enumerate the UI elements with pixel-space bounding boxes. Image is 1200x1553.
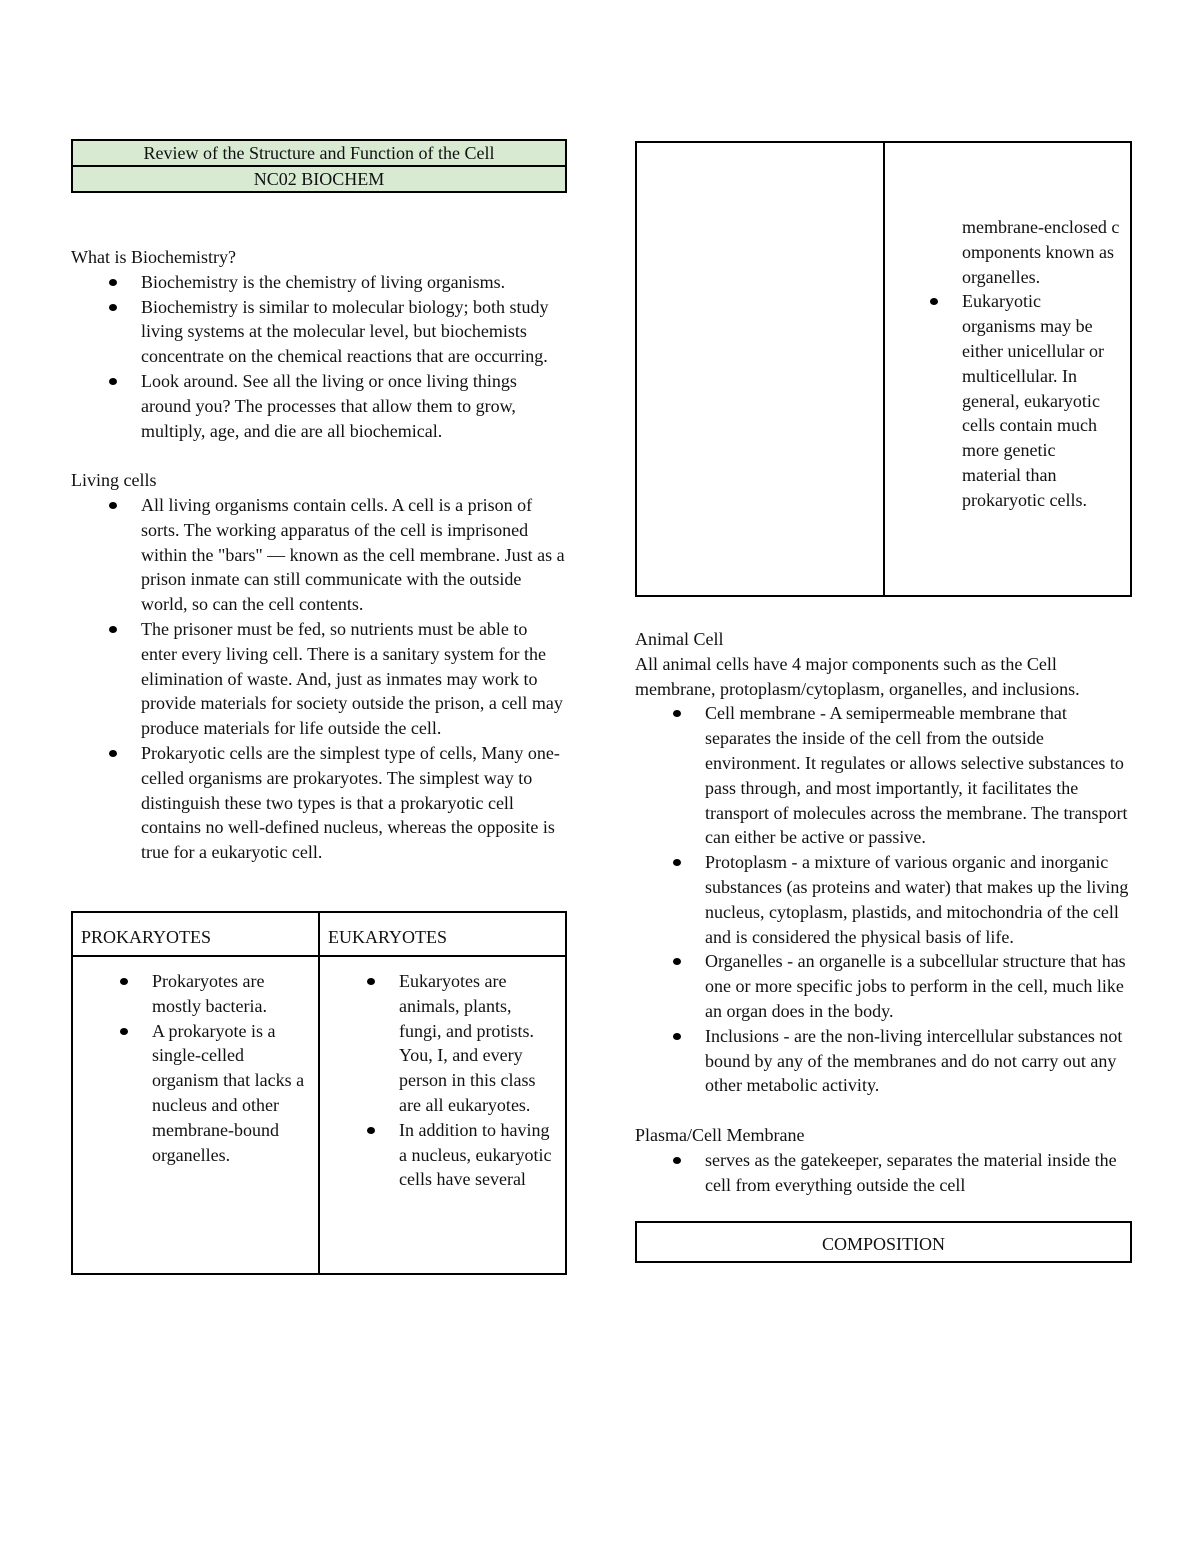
section-heading-animal-cell: Animal Cell	[635, 629, 724, 649]
biochemistry-list	[71, 270, 567, 444]
list-item: Cell membrane - A semipermeable membrane that separates the inside of the cell from the outside environment. It regulates or allows selective substances to pass through, and most importantly, it facilitates the transport of molecules across the membrane. The transport can either be active or passive.	[705, 701, 1132, 850]
eukaryotes-continued-list	[885, 289, 1122, 512]
eukaryotes-header: EUKARYOTES	[319, 912, 566, 956]
page-title: Review of the Structure and Function of the Cell	[143, 143, 495, 163]
list-item: serves as the gatekeeper, separates the material inside the cell from everything outside the cell	[705, 1148, 1132, 1198]
composition-box: COMPOSITION	[635, 1221, 1132, 1263]
list-item: Prokaryotes are mostly bacteria.	[152, 969, 310, 1019]
eukaryotes-cell	[319, 956, 566, 1274]
eukaryotes-list	[320, 969, 565, 1192]
list-item: In addition to having a nucleus, eukaryotic cells have several	[399, 1118, 557, 1192]
list-item: Look around. See all the living or once living things around you? The processes that allow them to grow, multiply, age, and die are all biochemical.	[141, 369, 567, 443]
list-item: Organelles - an organelle is a subcellular structure that has one or more specific jobs to perform in the cell, much like an organ does in the body.	[705, 949, 1132, 1023]
animal-cell-list	[635, 701, 1132, 1098]
eukaryotes-continued-text: membrane-enclosed components known as organelles.	[962, 217, 1120, 287]
course-code: NC02 BIOCHEM	[73, 165, 565, 191]
animal-cell-intro: All animal cells have 4 major components such as the Cell membrane, protoplasm/cytoplasm, organelles, and inclusions.	[635, 653, 1080, 699]
section-heading-plasma-membrane: Plasma/Cell Membrane	[635, 1124, 805, 1145]
prokaryotes-cell-continued	[636, 142, 884, 596]
list-item: All living organisms contain cells. A cell is a prison of sorts. The working apparatus of the cell is imprisoned within the "bars" — known as the cell membrane. Just as a prison inmate can still communicate with the outside world, so can the cell contents.	[141, 493, 567, 617]
section-heading-biochemistry: What is Biochemistry?	[71, 247, 236, 267]
comparison-table-continued	[635, 141, 1132, 597]
list-item: Eukaryotes are animals, plants, fungi, and protists. You, I, and every person in this class are all eukaryotes.	[399, 969, 557, 1118]
living-cells-list	[71, 493, 567, 865]
section-heading-living-cells: Living cells	[71, 470, 157, 491]
right-column	[635, 141, 1132, 1263]
list-item: Biochemistry is similar to molecular biology; both study living systems at the molecular level, but biochemists concentrate on the chemical reactions that are occurring.	[141, 295, 567, 369]
comparison-table	[71, 911, 567, 1275]
prokaryotes-cell	[72, 956, 319, 1274]
left-column	[71, 139, 567, 1275]
title-box	[71, 139, 567, 193]
plasma-membrane-list	[635, 1148, 1132, 1198]
eukaryotes-cell-continued	[884, 142, 1131, 596]
list-item: Inclusions - are the non-living intercellular substances not bound by any of the membranes and do not carry out any other metabolic activity.	[705, 1024, 1132, 1098]
prokaryotes-header: PROKARYOTES	[72, 912, 319, 956]
list-item: The prisoner must be fed, so nutrients must be able to enter every living cell. There is a sanitary system for the elimination of waste. And, just as inmates may work to provide materials for society outside the prison, a cell may produce materials for life outside the cell.	[141, 617, 567, 741]
list-item: Biochemistry is the chemistry of living organisms.	[141, 270, 567, 295]
list-item: Protoplasm - a mixture of various organic and inorganic substances (as proteins and water) that makes up the living nucleus, cytoplasm, plastids, and mitochondria of the cell and is considered the physical basis of life.	[705, 850, 1132, 949]
list-item: A prokaryote is a single-celled organism that lacks a nucleus and other membrane-bound organelles.	[152, 1019, 310, 1168]
list-item: Eukaryotic organisms may be either unicellular or multicellular. In general, eukaryotic cells contain much more genetic material than prokaryotic cells.	[962, 289, 1114, 512]
list-item: Prokaryotic cells are the simplest type of cells, Many one-celled organisms are prokaryotes. The simplest way to distinguish these two types is that a prokaryotic cell contains no well-defined nucleus, whereas the opposite is true for a eukaryotic cell.	[141, 741, 567, 865]
prokaryotes-list	[73, 969, 318, 1167]
